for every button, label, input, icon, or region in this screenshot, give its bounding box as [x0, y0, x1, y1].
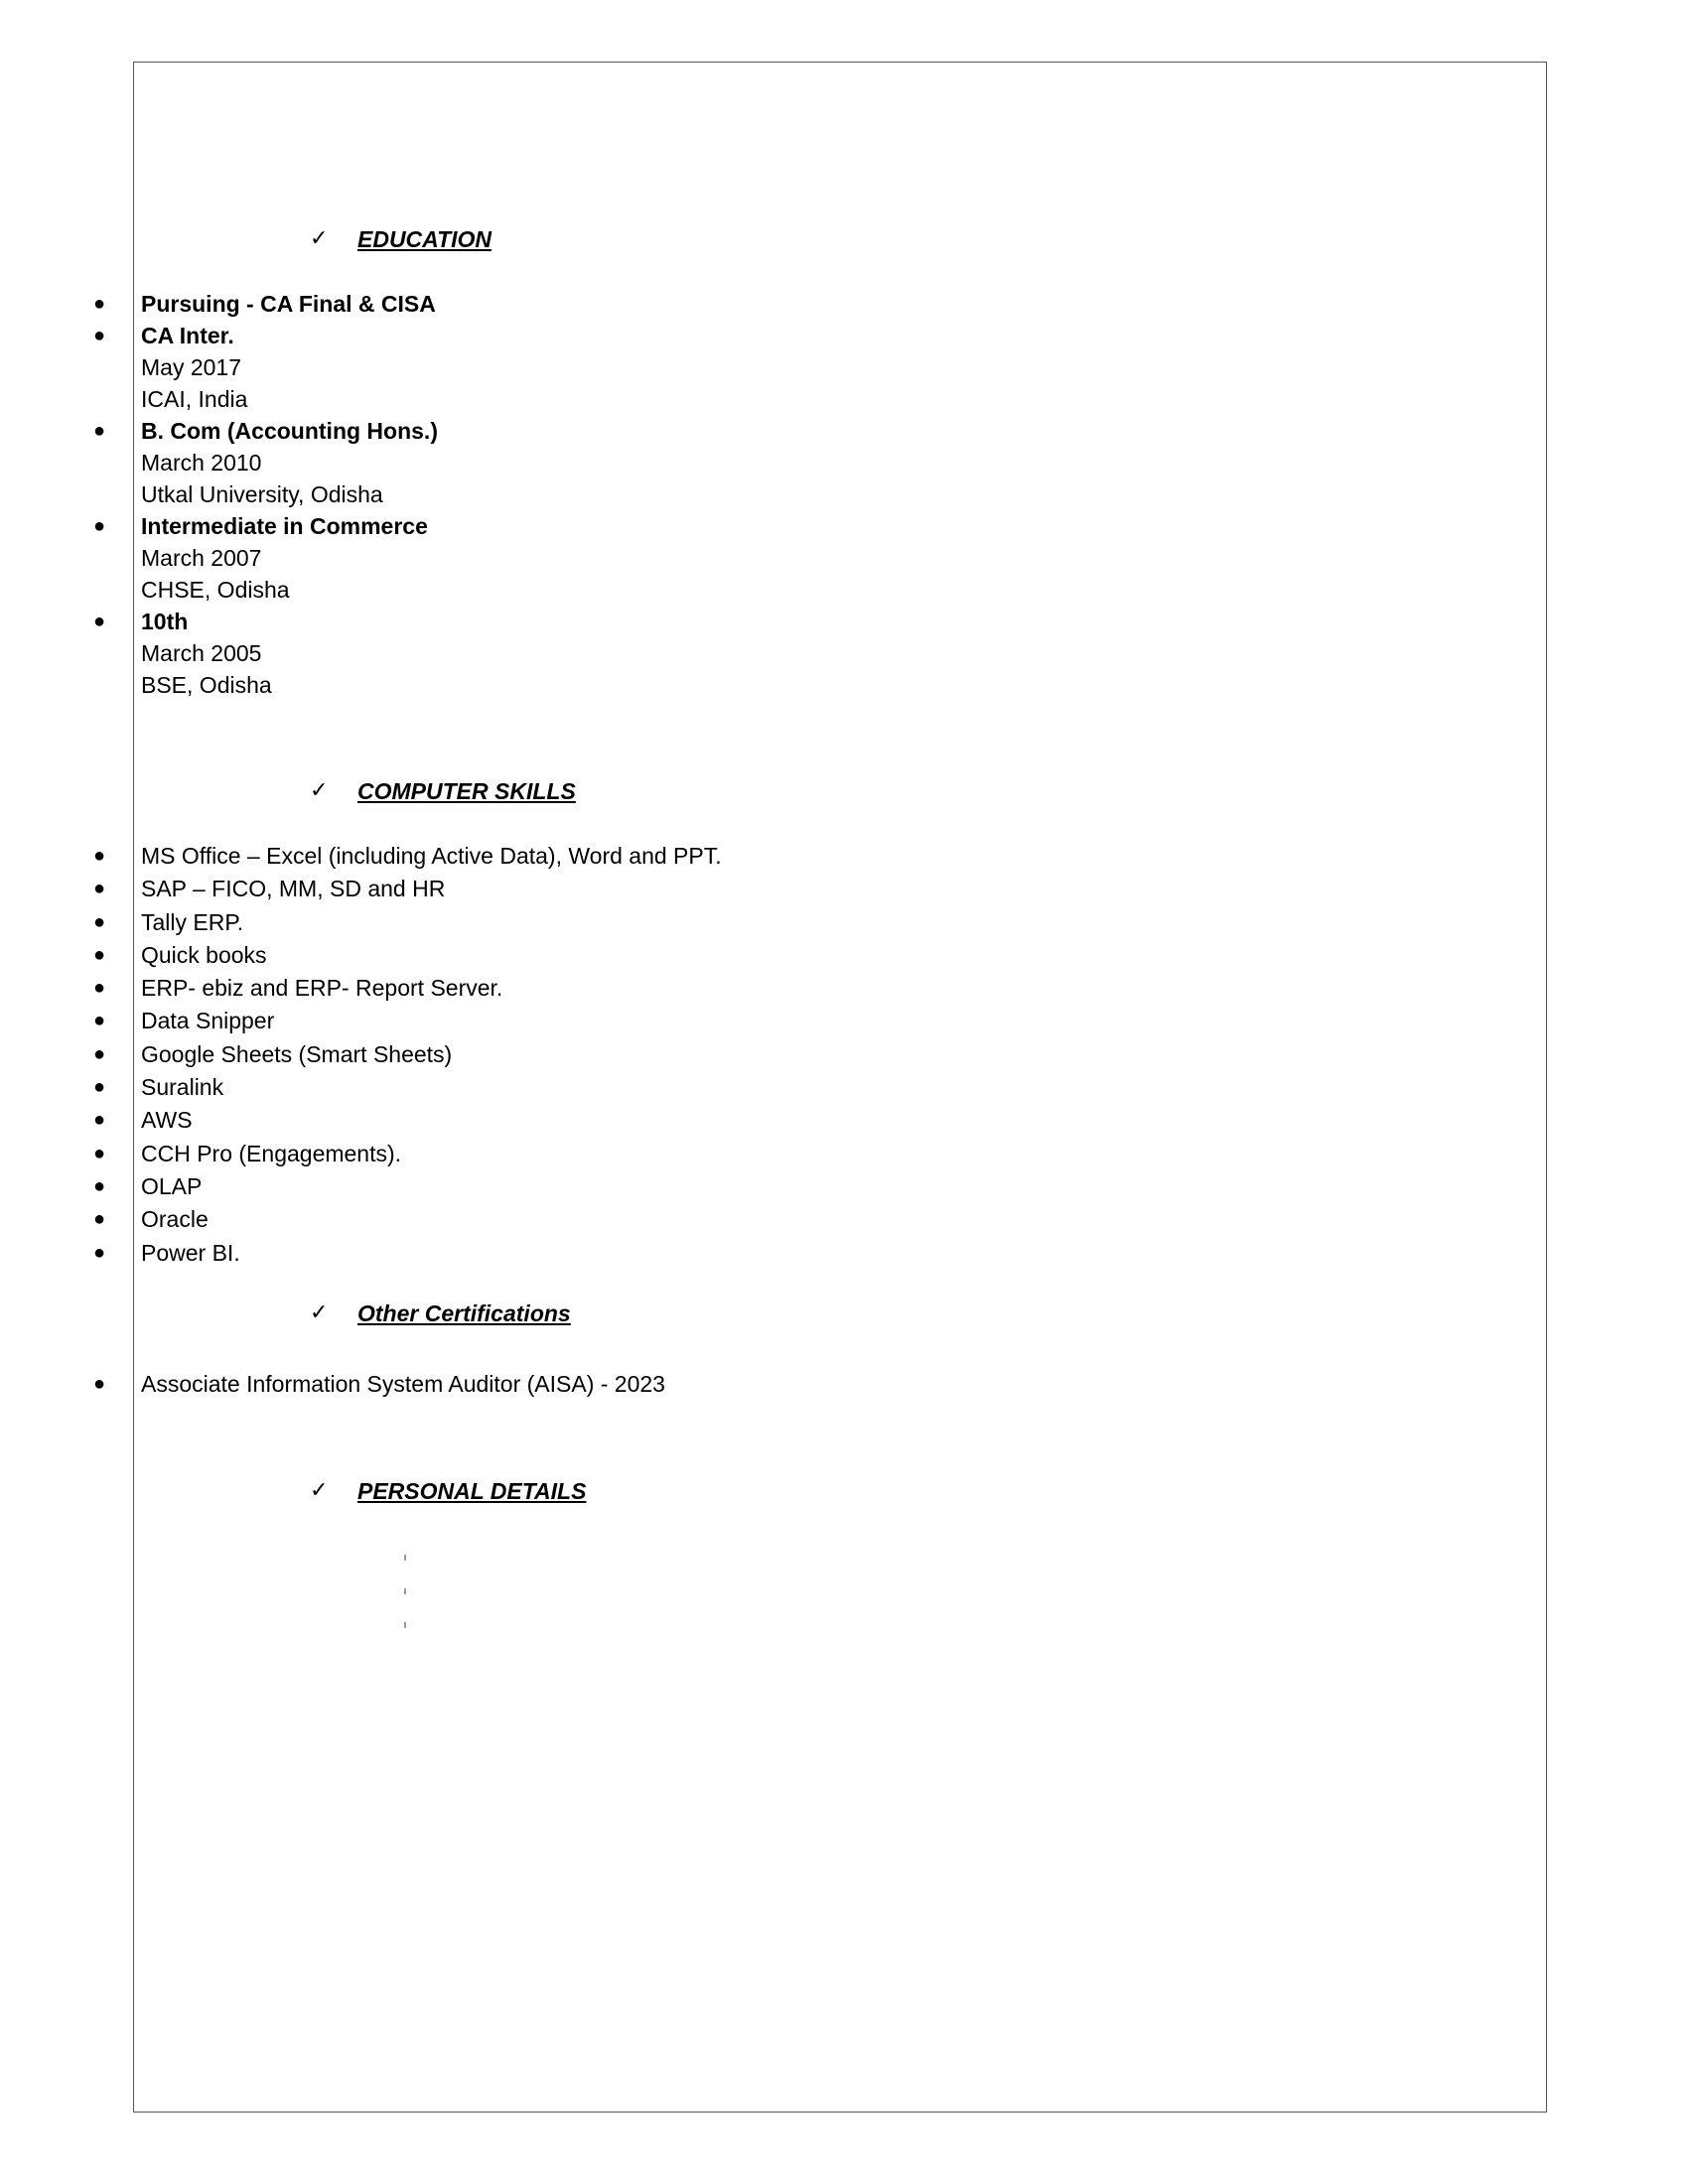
education-item	[93, 320, 438, 415]
bullet-icon: ●	[93, 1010, 106, 1032]
skill-text: CCH Pro (Engagements).	[141, 1140, 402, 1166]
skill-item	[93, 1203, 722, 1236]
bullet-icon: ●	[93, 1241, 106, 1264]
education-title: 10th	[141, 609, 189, 634]
skill-item	[93, 906, 722, 939]
skill-text: SAP – FICO, MM, SD and HR	[141, 876, 446, 902]
education-title: Pursuing - CA Final & CISA	[141, 291, 436, 317]
computer-skills-list	[93, 840, 722, 1270]
other-certifications-heading-row	[310, 1297, 571, 1330]
skill-text: Quick books	[141, 941, 267, 968]
education-item	[93, 288, 438, 320]
certification-item	[93, 1368, 665, 1400]
skill-item	[93, 873, 722, 905]
skill-item	[93, 972, 722, 1005]
bullet-icon: ●	[93, 1373, 106, 1395]
education-list	[93, 288, 438, 701]
skill-item	[93, 1005, 722, 1037]
skill-item	[93, 1138, 722, 1170]
checkmark-icon: ✓	[310, 778, 329, 803]
bullet-icon: ●	[93, 977, 106, 1000]
bullet-icon: ●	[93, 1042, 106, 1065]
skill-text: OLAP	[141, 1172, 203, 1199]
certification-text: Associate Information System Auditor (AISA) - 2023	[141, 1371, 665, 1397]
skill-text: ERP- ebiz and ERP- Report Server.	[141, 975, 503, 1002]
personal-details-heading-row	[310, 1474, 586, 1508]
skill-text: Tally ERP.	[141, 908, 244, 935]
personal-details-section	[310, 1474, 586, 1508]
bullet-icon: ●	[93, 1208, 106, 1231]
education-date: March 2007	[141, 545, 262, 571]
skill-text: Data Snipper	[141, 1008, 275, 1034]
checkmark-icon: ✓	[310, 1478, 329, 1503]
skill-item	[93, 1104, 722, 1137]
education-title: CA Inter.	[141, 323, 234, 348]
skill-item	[93, 1237, 722, 1270]
computer-skills-heading: COMPUTER SKILLS	[357, 778, 576, 804]
education-date: May 2017	[141, 354, 242, 380]
other-certifications-list	[93, 1368, 665, 1400]
education-heading: EDUCATION	[357, 226, 492, 252]
bullet-icon: ●	[93, 910, 106, 933]
bullet-icon: ●	[93, 943, 106, 966]
bullet-icon: ●	[93, 1076, 106, 1099]
personal-details-heading: PERSONAL DETAILS	[357, 1478, 587, 1504]
bullet-icon: ●	[93, 293, 106, 315]
computer-skills-heading-row	[310, 774, 576, 808]
education-institution: CHSE, Odisha	[141, 577, 290, 603]
skill-text: Suralink	[141, 1074, 224, 1101]
skill-item	[93, 1038, 722, 1071]
education-institution: Utkal University, Odisha	[141, 481, 383, 507]
other-certifications-heading: Other Certifications	[357, 1300, 571, 1326]
education-title: B. Com (Accounting Hons.)	[141, 418, 438, 444]
bullet-icon: ●	[93, 845, 106, 867]
skill-item	[93, 1071, 722, 1104]
bullet-icon: ●	[93, 1174, 106, 1197]
education-title: Intermediate in Commerce	[141, 513, 428, 539]
computer-skills-section	[310, 774, 576, 808]
skill-text: Power BI.	[141, 1239, 240, 1266]
other-certifications-section	[310, 1297, 571, 1330]
bullet-icon: ●	[93, 515, 106, 537]
skill-text: Oracle	[141, 1206, 209, 1233]
skill-item	[93, 1170, 722, 1203]
faint-list-marker	[404, 1588, 406, 1594]
bullet-icon: ●	[93, 420, 106, 442]
bullet-icon: ●	[93, 1142, 106, 1164]
education-item	[93, 510, 438, 606]
skill-item	[93, 939, 722, 972]
bullet-icon: ●	[93, 611, 106, 632]
education-item	[93, 606, 438, 701]
bullet-icon: ●	[93, 878, 106, 900]
faint-list-marker	[404, 1622, 406, 1628]
education-date: March 2005	[141, 640, 262, 666]
education-date: March 2010	[141, 450, 262, 476]
education-heading-row	[310, 222, 492, 256]
skill-text: AWS	[141, 1107, 193, 1134]
education-institution: BSE, Odisha	[141, 672, 272, 698]
education-section	[310, 222, 492, 256]
skill-text: MS Office – Excel (including Active Data), Word and PPT.	[141, 843, 722, 869]
education-institution: ICAI, India	[141, 386, 248, 412]
checkmark-icon: ✓	[310, 1300, 329, 1325]
checkmark-icon: ✓	[310, 226, 329, 251]
skill-item	[93, 840, 722, 873]
skill-text: Google Sheets (Smart Sheets)	[141, 1040, 453, 1067]
education-item	[93, 415, 438, 510]
faint-list-marker	[404, 1555, 406, 1561]
bullet-icon: ●	[93, 1109, 106, 1132]
bullet-icon: ●	[93, 325, 106, 346]
